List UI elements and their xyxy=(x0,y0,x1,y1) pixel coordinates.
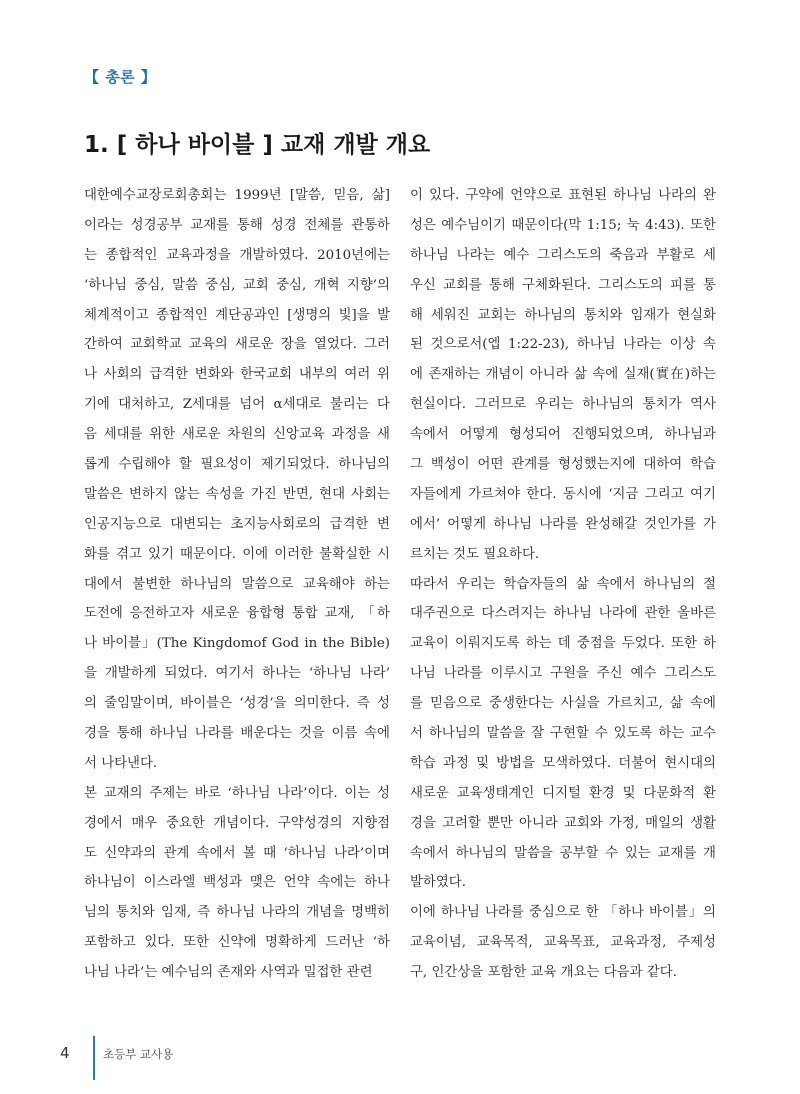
text-line: 서 하나님의 말씀을 잘 구현할 수 있도록 하는 교수 xyxy=(410,726,716,742)
text-line: 을 개발하게 되었다. 여기서 하나는 ‘하나님 나라’ xyxy=(84,666,390,682)
text-line: 님의 통치와 임재, 즉 하나님 나라의 개념을 명백히 xyxy=(84,905,390,921)
text-line: 나님 나라를 이루시고 구원을 주신 예수 그리스도 xyxy=(410,666,716,682)
text-line: 대에서 불변한 하나님의 말씀으로 교육해야 하는 xyxy=(84,576,390,592)
page-title: 1. [ 하나 바이블 ] 교재 개발 개요 xyxy=(84,132,431,158)
text-line: 나 사회의 급격한 변화와 한국교회 내부의 여러 위 xyxy=(84,367,390,383)
text-line: 에 존재하는 개념이 아니라 삶 속에 실재(實在)하는 xyxy=(410,367,716,383)
text-line: 해 세워진 교회는 하나님의 통치와 임재가 현실화 xyxy=(410,307,716,323)
text-line: 나 바이블」(The Kingdomof God in the Bible) xyxy=(84,636,390,652)
text-line: 자들에게 가르쳐야 한다. 동시에 ‘지금 그리고 여기 xyxy=(410,486,716,502)
right-column xyxy=(410,181,716,988)
text-line: 이에 하나님 나라를 중심으로 한 「하나 바이블」의 xyxy=(410,905,716,921)
text-line: 하나님이 이스라엘 백성과 맺은 언약 속에는 하나 xyxy=(84,875,390,891)
text-line: 에서’ 어떻게 하나님 나라를 완성해갈 것인가를 가 xyxy=(410,516,716,532)
text-line: 간하여 교회학교 교육의 새로운 장을 열었다. 그러 xyxy=(84,337,390,353)
left-column xyxy=(84,181,390,988)
text-line: 의 줄임말이며, 바이블은 ‘성경’을 의미한다. 즉 성 xyxy=(84,696,390,712)
text-line: 도전에 응전하고자 새로운 융합형 통합 교재, 「하 xyxy=(84,606,390,622)
text-line: 따라서 우리는 학습자들의 삶 속에서 하나님의 절 xyxy=(410,576,716,592)
text-line: 이 있다. 구약에 언약으로 표현된 하나님 나라의 완 xyxy=(410,188,716,203)
text-line: 서 나타낸다. xyxy=(84,755,158,771)
text-line: 구, 인간상을 포함한 교육 개요는 다음과 같다. xyxy=(410,965,677,981)
text-line: 경을 고려할 뿐만 아니라 교회와 가정, 매일의 생활 xyxy=(410,815,716,831)
text-line: 속에서 하나님의 말씀을 공부할 수 있는 교재를 개 xyxy=(410,845,716,861)
text-line: 롭게 수립해야 할 필요성이 제기되었다. 하나님의 xyxy=(84,457,390,473)
text-line: 성은 예수님이기 때문이다(막 1:15; 눅 4:43). 또한 xyxy=(410,217,716,233)
text-line: 체계적이고 종합적인 계단공과인 [생명의 빛]을 발 xyxy=(84,307,390,323)
text-line: 대한예수교장로회총회는 1999년 [말씀, 믿음, 삶] xyxy=(84,188,390,203)
text-line: 대주권으로 다스려지는 하나님 나라에 관한 올바른 xyxy=(410,606,716,622)
text-line: 이라는 성경공부 교재를 통해 성경 전체를 관통하 xyxy=(84,217,390,233)
text-line: 본 교재의 주제는 바로 ‘하나님 나라’이다. 이는 성 xyxy=(84,785,390,801)
text-line: 나님 나라’는 예수님의 존재와 사역과 밀접한 관련 xyxy=(84,965,373,981)
page-number: 4 xyxy=(60,1044,70,1062)
text-line: 그 백성이 어떤 관계를 형성했는지에 대하여 학습 xyxy=(410,457,716,473)
text-line: 인공지능으로 대변되는 초지능사회로의 급격한 변 xyxy=(84,516,390,532)
text-line: ‘하나님 중심, 말씀 중심, 교회 중심, 개혁 지향’의 xyxy=(84,277,390,293)
text-line: 말씀은 변하지 않는 속성을 가진 반면, 현대 사회는 xyxy=(84,486,390,502)
text-line: 속에서 어떻게 형성되어 진행되었으며, 하나님과 xyxy=(410,427,716,443)
text-line: 우신 교회를 통해 구체화된다. 그리스도의 피를 통 xyxy=(410,277,716,293)
text-line: 음 세대를 위한 새로운 차원의 신앙교육 과정을 새 xyxy=(84,427,390,443)
footer-divider xyxy=(93,1036,95,1080)
footer-book-label: 초등부 교사용 xyxy=(103,1047,174,1061)
text-line: 교육이 이뤄지도록 하는 데 중점을 두었다. 또한 하 xyxy=(410,636,716,652)
text-line: 르치는 것도 필요하다. xyxy=(410,546,540,562)
text-line: 경을 통해 하나님 나라를 배운다는 것을 이름 속에 xyxy=(84,726,390,742)
text-line: 새로운 교육생태계인 디지털 환경 및 다문화적 환 xyxy=(410,785,716,801)
text-line: 하나님 나라는 예수 그리스도의 죽음과 부활로 세 xyxy=(410,247,716,263)
text-line: 포함하고 있다. 또한 신약에 명확하게 드러난 ‘하 xyxy=(84,935,390,951)
text-line: 기에 대처하고, Z세대를 넘어 α세대로 불리는 다 xyxy=(84,397,390,413)
text-line: 학습 과정 및 방법을 모색하였다. 더불어 현시대의 xyxy=(410,755,716,771)
text-line: 된 것으로서(엡 1:22-23), 하나님 나라는 이상 속 xyxy=(410,337,716,353)
text-line: 경에서 매우 중요한 개념이다. 구약성경의 지향점 xyxy=(84,815,390,831)
text-line: 현실이다. 그러므로 우리는 하나님의 통치가 역사 xyxy=(410,397,716,413)
text-line: 를 믿음으로 중생한다는 사실을 가르치고, 삶 속에 xyxy=(410,696,716,712)
text-line: 교육이념, 교육목적, 교육목표, 교육과정, 주제성 xyxy=(410,935,716,951)
text-line: 는 종합적인 교육과정을 개발하였다. 2010년에는 xyxy=(84,247,390,263)
text-line: 발하였다. xyxy=(410,875,466,891)
text-line: 도 신약과의 관계 속에서 볼 때 ‘하나님 나라’이며 xyxy=(84,845,390,861)
text-line: 화를 겪고 있기 때문이다. 이에 이러한 불확실한 시 xyxy=(84,546,390,562)
section-label: 【 총론 】 xyxy=(84,68,157,86)
